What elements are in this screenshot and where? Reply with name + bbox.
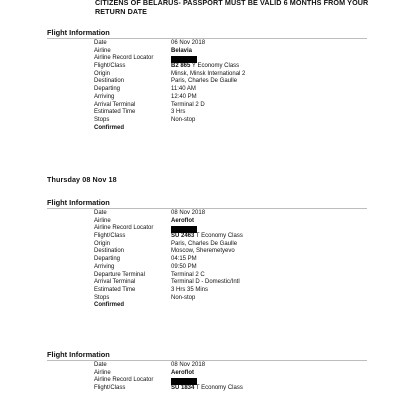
arriving-label: Arriving — [94, 93, 115, 100]
destination-label: Destination — [94, 248, 125, 255]
flight-2-flight-class — [171, 233, 243, 241]
flight-2-destination-row — [0, 248, 400, 256]
date-label: Date — [94, 40, 107, 46]
flight-2-arrival-terminal-row — [0, 279, 400, 287]
arrival-terminal-label: Arrival Terminal — [94, 279, 136, 286]
passport-notice-line2: RETURN DATE — [95, 7, 148, 16]
flight-1-departing: 11:40 AM — [171, 86, 196, 93]
flight-2-date: 08 Nov 2018 — [171, 210, 206, 216]
flight-2-departing-row — [0, 256, 400, 264]
flight-2-stops-row — [0, 295, 400, 303]
flight-2-confirmed-status: Confirmed — [94, 302, 124, 309]
destination-label: Destination — [94, 78, 125, 85]
airline-label: Airline — [94, 369, 111, 376]
flight-2-locator-row — [0, 225, 400, 233]
flight-2-class: T Economy Class — [195, 233, 243, 240]
flight-1-departing-row — [0, 86, 400, 94]
flight-1-confirmed-row — [0, 125, 400, 133]
flight-1-airline: Belavia — [171, 47, 193, 54]
flight-1-confirmed-status: Confirmed — [94, 124, 124, 131]
flight-2-origin: Paris, Charles De Gaulle — [171, 240, 238, 247]
flight-1-origin-row — [0, 71, 400, 79]
stops-label: Stops — [94, 116, 110, 123]
flight-3-airline-row — [0, 370, 400, 378]
flight-1-number: B2 865 — [171, 63, 191, 70]
flight-2-departure-terminal: Terminal 2 C — [171, 271, 205, 278]
flight-2-destination: Moscow, Sheremetyevo — [171, 248, 235, 255]
flight-2-arriving-row — [0, 264, 400, 272]
flight-2-origin-row — [0, 241, 400, 249]
flight-2-airline: Aeroflot — [171, 217, 194, 224]
flight-3-section-title: Flight Information — [47, 350, 110, 359]
date-label: Date — [94, 210, 107, 216]
record-locator-label: Airline Record Locator — [94, 225, 154, 232]
flight-1-date-row — [0, 40, 400, 48]
flight-2-arrival-terminal: Terminal D - Domestic/Intl — [171, 279, 240, 286]
flight-3-date: 08 Nov 2018 — [171, 362, 206, 368]
flight-1-section-title: Flight Information — [47, 28, 110, 37]
flight-2-confirmed-row — [0, 302, 400, 310]
airline-label: Airline — [94, 217, 111, 224]
flight-1-estimated-time: 3 Hrs — [171, 109, 186, 116]
flight-2-arriving: 09:50 PM — [171, 263, 197, 270]
flight-2-section-title: Flight Information — [47, 198, 110, 207]
flight-1-class-row — [0, 63, 400, 71]
airline-label: Airline — [94, 47, 111, 54]
record-locator-label: Airline Record Locator — [94, 55, 154, 62]
flight-3-date-row — [0, 362, 400, 370]
date-label: Date — [94, 362, 107, 368]
origin-label: Origin — [94, 240, 111, 247]
flight-1-estimated-time-row — [0, 109, 400, 117]
arriving-label: Arriving — [94, 263, 115, 270]
flight-1-airline-row — [0, 48, 400, 56]
flight-2-departing: 04:15 PM — [171, 256, 197, 263]
flight-2-departure-terminal-row — [0, 272, 400, 280]
flight-1-arriving: 12:40 PM — [171, 93, 197, 100]
flight-2-class-row — [0, 233, 400, 241]
flight-1-locator-row — [0, 55, 400, 63]
estimated-time-label: Estimated Time — [94, 286, 136, 293]
flight-3-flight-class — [171, 385, 243, 393]
flight-3-class: T Economy Class — [195, 385, 243, 392]
arrival-terminal-label: Arrival Terminal — [94, 101, 136, 108]
flight-2-estimated-time: 3 Hrs 35 Mins — [171, 286, 209, 293]
flight-2-date-row — [0, 210, 400, 218]
flight-1-arriving-row — [0, 94, 400, 102]
flight-class-label: Flight/Class — [94, 233, 126, 240]
record-locator-label: Airline Record Locator — [94, 377, 154, 384]
origin-label: Origin — [94, 70, 111, 77]
flight-1-divider — [47, 38, 367, 39]
flight-1-details — [0, 40, 400, 132]
flight-class-label: Flight/Class — [94, 63, 126, 70]
day-heading: Thursday 08 Nov 18 — [47, 175, 117, 184]
flight-3-divider — [47, 360, 367, 361]
flight-1-flight-class — [171, 63, 239, 71]
estimated-time-label: Estimated Time — [94, 109, 136, 116]
flight-1-arrival-terminal-row — [0, 102, 400, 110]
flight-1-date: 06 Nov 2018 — [171, 40, 206, 46]
flight-2-airline-row — [0, 218, 400, 226]
flight-2-stops: Non-stop — [171, 294, 196, 301]
flight-2-estimated-time-row — [0, 287, 400, 295]
flight-3-locator-row — [0, 377, 400, 385]
departure-terminal-label: Departure Terminal — [94, 271, 145, 278]
flight-2-details — [0, 210, 400, 310]
flight-1-stops: Non-stop — [171, 116, 196, 123]
flight-1-origin: Minsk, Minsk International 2 — [171, 70, 246, 77]
passport-notice-line1: CITIZENS OF BELARUS- PASSPORT MUST BE VALID 6 MONTHS FROM YOUR — [95, 0, 369, 7]
flight-2-divider — [47, 208, 367, 209]
stops-label: Stops — [94, 294, 110, 301]
flight-1-arrival-terminal: Terminal 2 D — [171, 101, 205, 108]
departing-label: Departing — [94, 256, 121, 263]
flight-1-destination-row — [0, 78, 400, 86]
flight-1-stops-row — [0, 117, 400, 125]
flight-3-details — [0, 362, 400, 393]
flight-class-label: Flight/Class — [94, 385, 126, 392]
flight-3-airline: Aeroflot — [171, 369, 194, 376]
flight-3-class-row — [0, 385, 400, 393]
flight-1-class: Y Economy Class — [191, 63, 240, 70]
departing-label: Departing — [94, 86, 121, 93]
flight-1-destination: Paris, Charles De Gaulle — [171, 78, 238, 85]
passport-notice — [95, 0, 385, 16]
flight-3-number: SU 1834 — [171, 385, 195, 392]
flight-2-number: SU 2463 — [171, 233, 195, 240]
